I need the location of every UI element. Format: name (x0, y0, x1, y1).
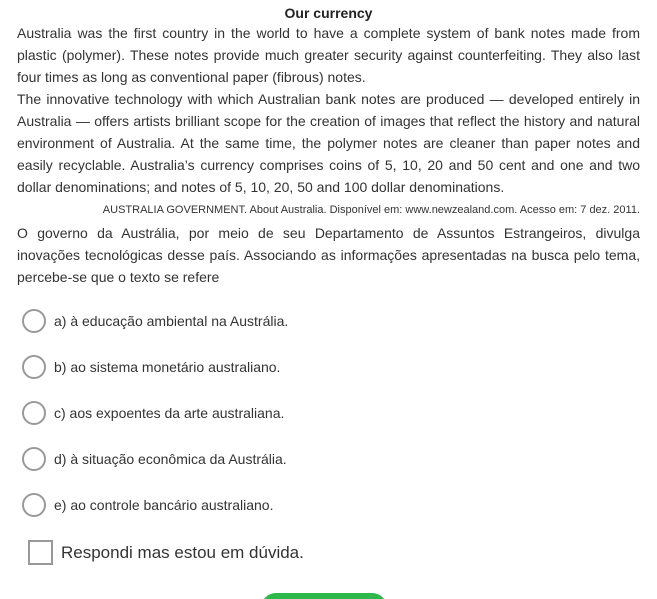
option-label: b) ao sistema monetário australiano. (54, 359, 281, 375)
article-paragraph-1: Australia was the first country in the world to have a complete system of bank notes made from plastic (polymer). These notes provide much greater security against counterfeiting. They also last four times as long as conventional paper (fibrous) notes. (17, 25, 640, 85)
radio-button[interactable] (22, 401, 46, 425)
radio-button[interactable] (22, 355, 46, 379)
radio-button[interactable] (22, 447, 46, 471)
article-source: AUSTRALIA GOVERNMENT. About Australia. Disponível em: www.newzealand.com. Acesso em: 7 dez. 2011. (102, 204, 640, 216)
option-e[interactable] (17, 482, 640, 528)
submit-button[interactable] (261, 593, 387, 599)
article-title: Our currency (284, 5, 373, 21)
radio-button[interactable] (22, 309, 46, 333)
question-text: O governo da Austrália, por meio de seu Departamento de Assuntos Estrangeiros, divulga inovações tecnológicas desse país. Associando as informações apresentadas na busca pelo tema, percebe-se que o texto se refere (17, 225, 640, 285)
option-label: c) aos expoentes da arte australiana. (54, 405, 285, 421)
doubt-checkbox[interactable] (28, 540, 53, 565)
option-d[interactable] (17, 436, 640, 482)
option-a[interactable] (17, 298, 640, 344)
article-paragraph-2: The innovative technology with which Australian bank notes are produced — developed entirely in Australia — offers artists brilliant scope for the creation of images that reflect the history and natural environment of Australia. At the same time, the polymer notes are cleaner than paper notes and easily recyclable. Australia’s currency comprises coins of 5, 10, 20 and 50 cent and one and two dollar denominations; and notes of 5, 10, 20, 50 and 100 dollar denominations. (17, 91, 640, 195)
option-label: e) ao controle bancário australiano. (54, 497, 274, 513)
radio-button[interactable] (22, 493, 46, 517)
option-b[interactable] (17, 344, 640, 390)
option-c[interactable] (17, 390, 640, 436)
doubt-label: Respondi mas estou em dúvida. (61, 542, 304, 562)
option-label: d) à situação econômica da Austrália. (54, 451, 287, 467)
doubt-checkbox-row[interactable] (17, 540, 640, 565)
option-label: a) à educação ambiental na Austrália. (54, 313, 289, 329)
answer-options (17, 298, 640, 528)
